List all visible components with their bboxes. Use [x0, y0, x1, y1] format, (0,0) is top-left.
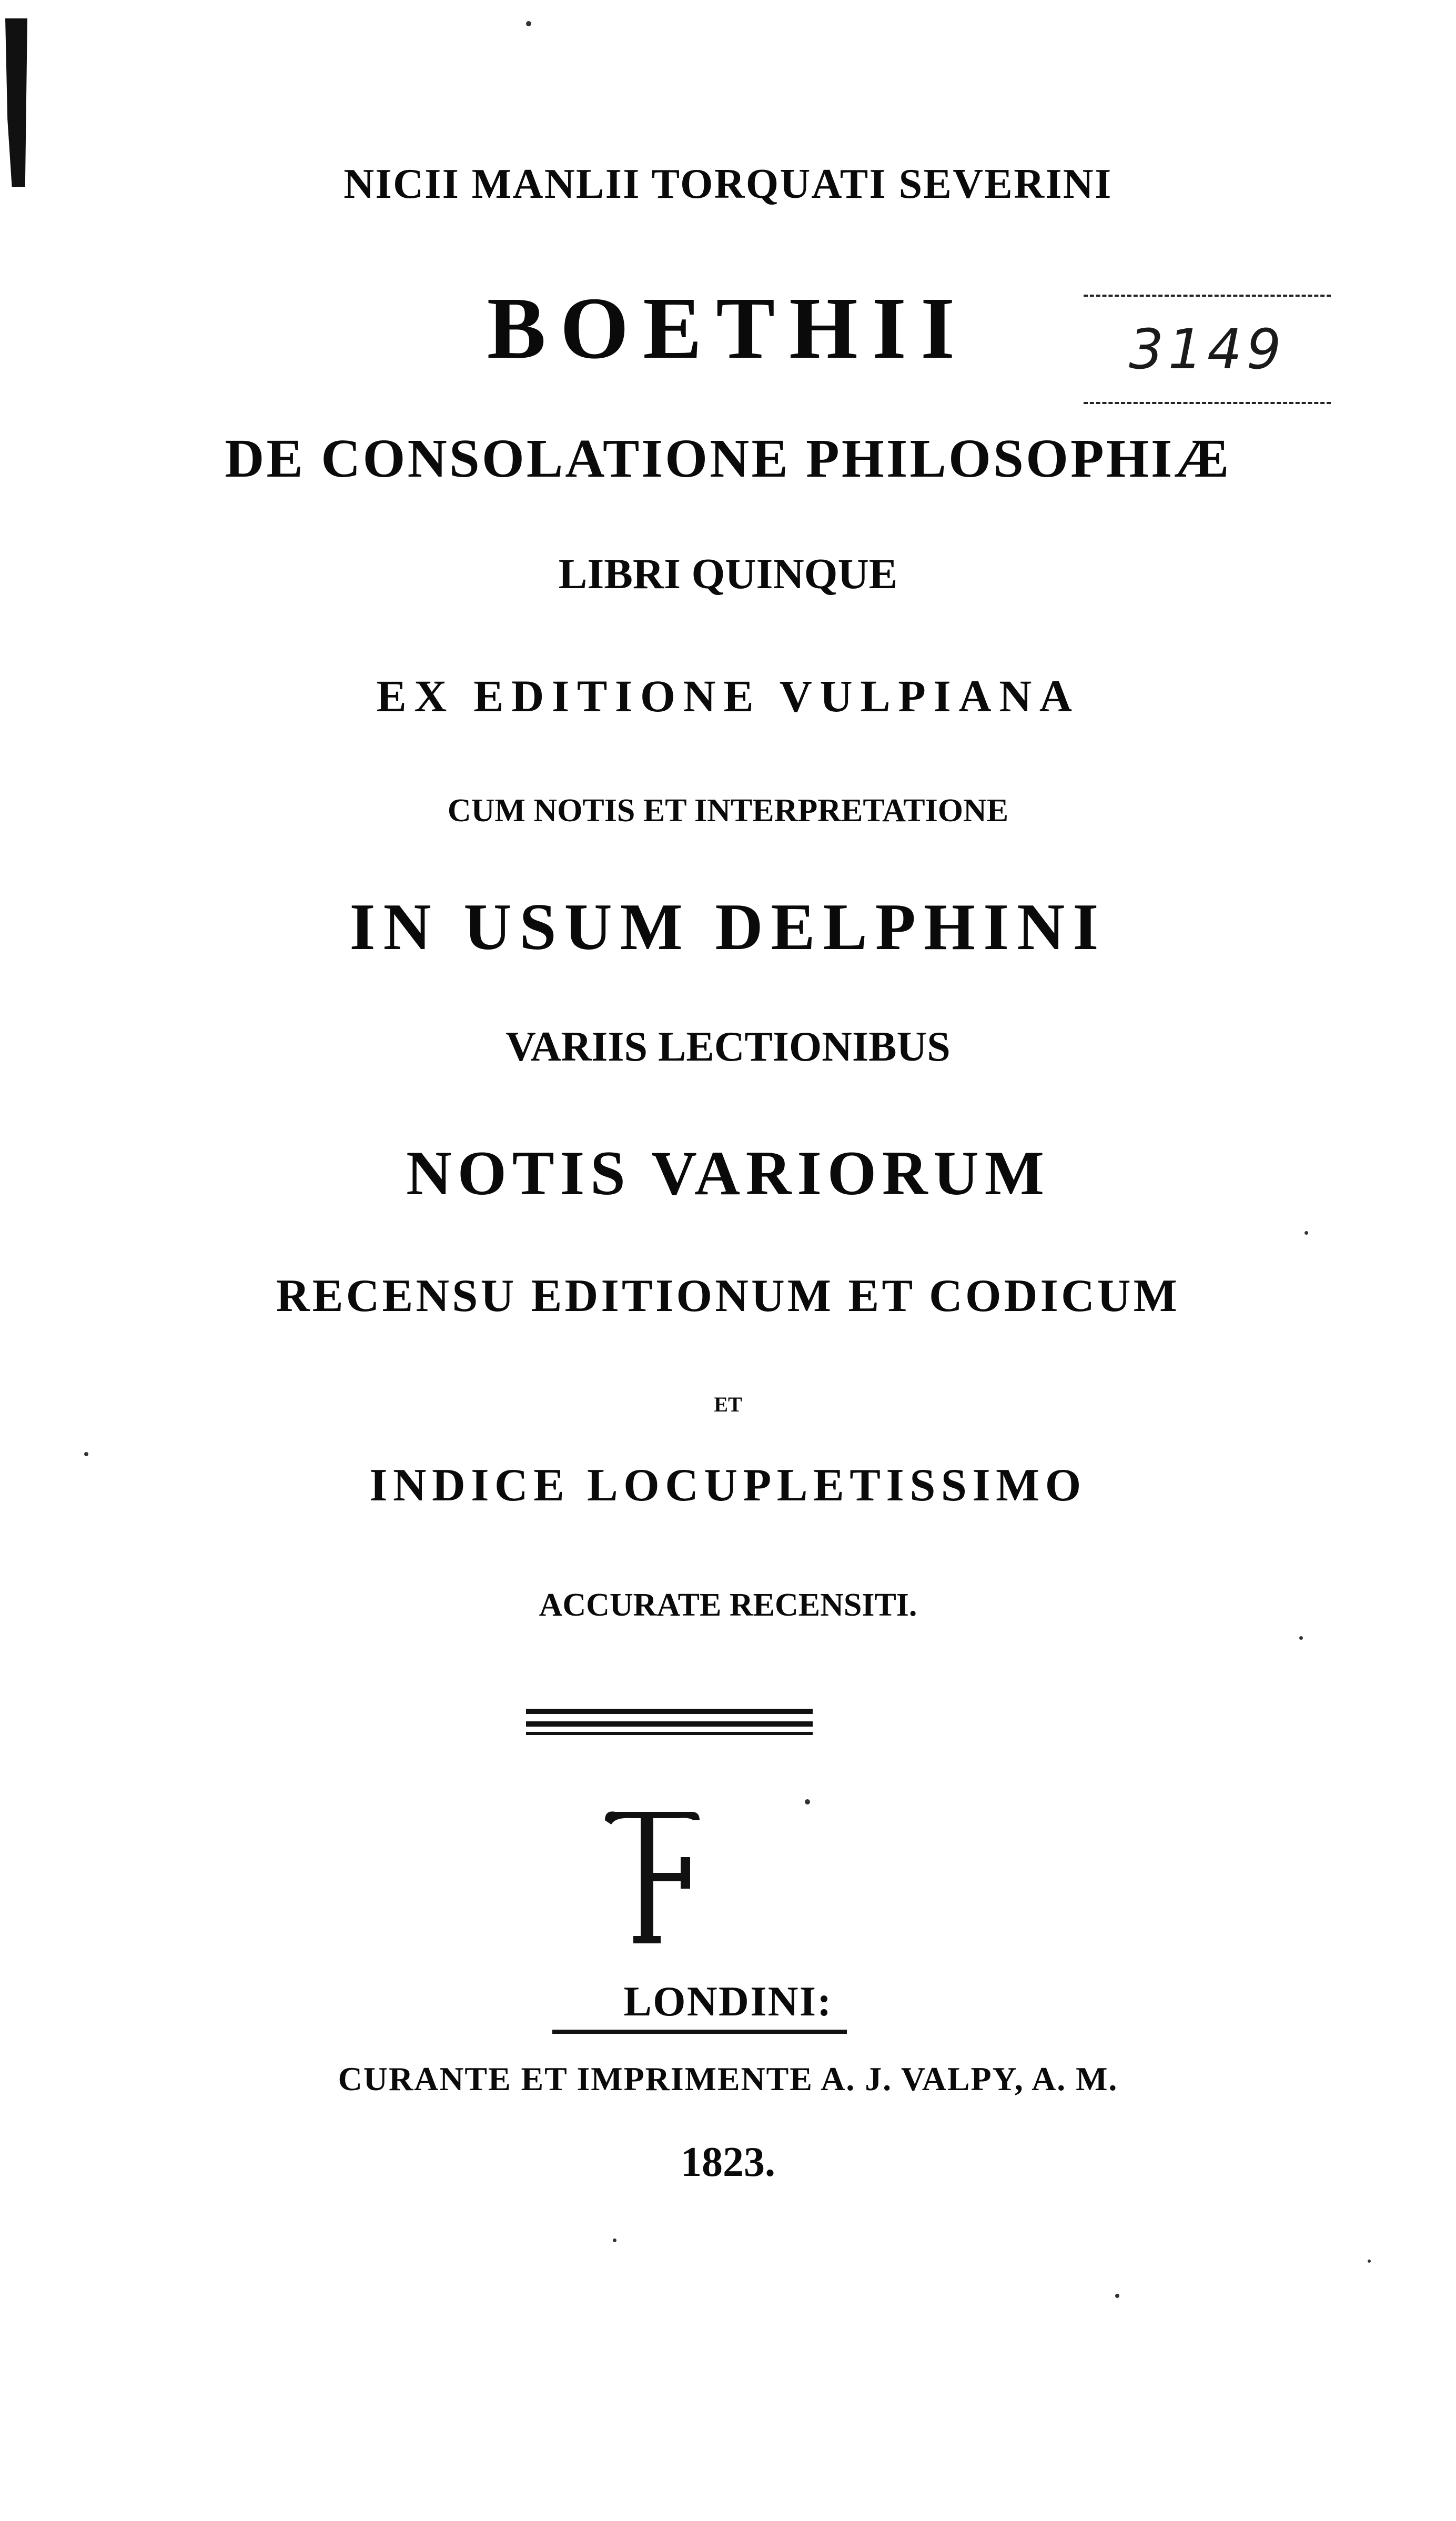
usage-line: IN USUM DELPHINI: [349, 891, 1107, 964]
double-rule-bottom: [526, 1732, 813, 1735]
variorum-line: NOTIS VARIORUM: [406, 1138, 1050, 1208]
variants-line: VARIIS LECTIONIBUS: [505, 1024, 951, 1070]
year-line: 1823.: [681, 2139, 775, 2185]
author-name: BOETHII: [487, 279, 969, 377]
handwritten-shelfmark: 3149: [1084, 295, 1331, 404]
ink-speck: [613, 2238, 616, 2242]
edition-line: EX EDITIONE VULPIANA: [376, 671, 1080, 721]
ink-speck: [526, 21, 531, 26]
ink-speck: [1305, 1231, 1308, 1235]
ink-speck: [84, 1452, 88, 1456]
notes-line: CUM NOTIS ET INTERPRETATIONE: [447, 793, 1009, 829]
printer-line: CURANTE ET IMPRIMENTE A. J. VALPY, A. M.: [338, 2060, 1118, 2098]
conjunction-line: ET: [714, 1393, 742, 1416]
work-title: DE CONSOLATIONE PHILOSOPHIÆ: [225, 428, 1231, 489]
binding-edge-mark: [5, 18, 27, 187]
place-line: LONDINI:: [623, 1979, 833, 2025]
ink-speck: [1115, 2294, 1119, 2298]
double-rule-top: [526, 1709, 813, 1714]
author-line: NICII MANLII TORQUATI SEVERINI: [343, 161, 1113, 207]
ink-speck: [805, 1799, 810, 1804]
printer-device-mark: [600, 1804, 705, 1947]
double-rule-middle: [526, 1721, 813, 1727]
place-underline: [552, 2030, 847, 2034]
accurate-line: ACCURATE RECENSITI.: [539, 1587, 917, 1623]
ink-speck: [1299, 1636, 1303, 1640]
index-line: INDICE LOCUPLETISSIMO: [369, 1460, 1087, 1511]
recension-line: RECENSU EDITIONUM ET CODICUM: [276, 1270, 1180, 1322]
books-line: LIBRI QUINQUE: [558, 550, 898, 598]
ink-speck: [1368, 2260, 1371, 2263]
